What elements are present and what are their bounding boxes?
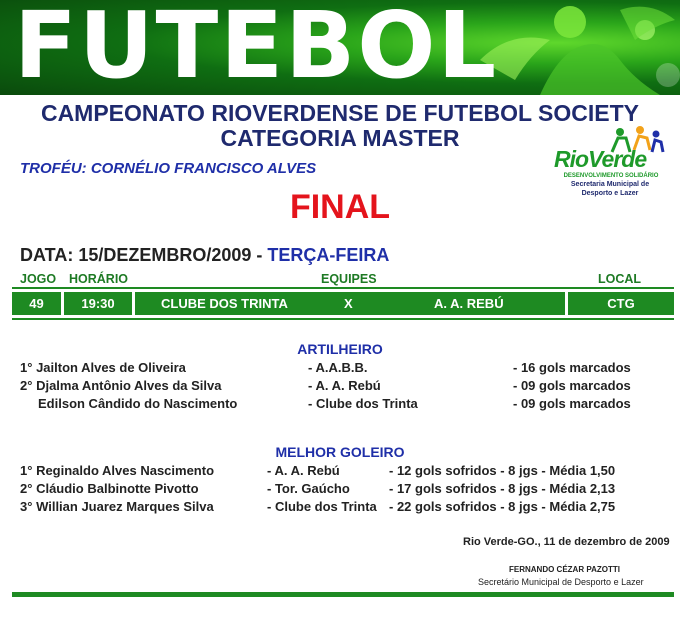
rank: 2° bbox=[20, 481, 33, 496]
goleiro-row-1-stat: - 12 gols sofridos - 8 jgs - Média 1,50 bbox=[389, 463, 616, 478]
artilheiro-row-3-name: Edilson Cândido do Nascimento bbox=[38, 396, 238, 411]
signer-name: FERNANDO CÉZAR PAZOTTI bbox=[509, 565, 620, 574]
goleiro-title: MELHOR GOLEIRO bbox=[275, 444, 405, 460]
header-jogo: JOGO bbox=[20, 272, 57, 286]
away-team: A. A. REBÚ bbox=[434, 296, 504, 311]
rank: 1° bbox=[20, 360, 33, 375]
player-name: Djalma Antônio Alves da Silva bbox=[36, 378, 222, 393]
rank: 1° bbox=[20, 463, 33, 478]
rio-verde-logo bbox=[548, 124, 674, 198]
player-name: Jailton Alves de Oliveira bbox=[36, 360, 186, 375]
rank: 3° bbox=[20, 499, 33, 514]
goleiro-row-1-team: - A. A. Rebú bbox=[267, 463, 340, 478]
rank: 2° bbox=[20, 378, 33, 393]
match-date bbox=[20, 245, 389, 266]
logo-secretaria-line2: Desporto e Lazer bbox=[581, 190, 639, 197]
artilheiro-row-2-team: - A. A. Rebú bbox=[308, 378, 381, 393]
signer-role: Secretário Municipal de Desporto e Lazer bbox=[478, 577, 644, 587]
match-horario: 19:30 bbox=[64, 292, 132, 315]
match-teams bbox=[135, 292, 565, 315]
weekday: TERÇA-FEIRA bbox=[267, 245, 390, 265]
date-label: DATA: 15/DEZEMBRO/2009 bbox=[20, 245, 252, 265]
artilheiro-row-2-name bbox=[20, 378, 221, 393]
player-name: Cláudio Balbinotte Pivotto bbox=[36, 481, 199, 496]
versus: X bbox=[344, 296, 353, 311]
artilheiro-row-1-team: - A.A.B.B. bbox=[308, 360, 368, 375]
artilheiro-row-2-stat: - 09 gols marcados bbox=[513, 378, 631, 393]
place-and-date: Rio Verde-GO., 11 de dezembro de 2009 bbox=[463, 536, 670, 548]
bottom-divider bbox=[12, 592, 674, 597]
logo-tagline: DESENVOLVIMENTO SOLIDÁRIO bbox=[563, 173, 659, 179]
goleiro-row-2-team: - Tor. Gaúcho bbox=[267, 481, 350, 496]
header-local: LOCAL bbox=[598, 272, 642, 286]
table-top-divider bbox=[12, 287, 674, 289]
artilheiro-title: ARTILHEIRO bbox=[297, 341, 383, 357]
artilheiro-row-1-stat: - 16 gols marcados bbox=[513, 360, 631, 375]
header-equipes: EQUIPES bbox=[321, 272, 377, 286]
goleiro-row-3-team: - Clube dos Trinta bbox=[267, 499, 377, 514]
logo-secretaria-line1: Secretaria Municipal de bbox=[570, 181, 650, 188]
artilheiro-row-3-team: - Clube dos Trinta bbox=[308, 396, 418, 411]
goleiro-row-3-stat: - 22 gols sofridos - 8 jgs - Média 2,75 bbox=[389, 499, 616, 514]
match-local: CTG bbox=[568, 292, 674, 315]
player-name: Reginaldo Alves Nascimento bbox=[36, 463, 215, 478]
header-horario: HORÁRIO bbox=[69, 272, 129, 286]
match-jogo: 49 bbox=[12, 292, 61, 315]
goleiro-row-2-stat: - 17 gols sofridos - 8 jgs - Média 2,13 bbox=[389, 481, 616, 496]
category-title: CATEGORIA MASTER bbox=[220, 125, 460, 151]
artilheiro-row-1-name bbox=[20, 360, 186, 375]
championship-title: CAMPEONATO RIOVERDENSE DE FUTEBOL SOCIETY bbox=[40, 100, 640, 126]
banner-title: FUTEBOL bbox=[14, 0, 499, 95]
trophy-name: TROFÉU: CORNÉLIO FRANCISCO ALVES bbox=[20, 160, 317, 177]
logo-name: RioVerde bbox=[554, 146, 647, 172]
table-bottom-divider bbox=[12, 318, 674, 320]
goleiro-row-1-name bbox=[20, 463, 214, 478]
home-team: CLUBE DOS TRINTA bbox=[161, 296, 288, 311]
goleiro-row-2-name bbox=[20, 481, 199, 496]
date-dash: - bbox=[251, 245, 268, 265]
futebol-banner bbox=[0, 0, 680, 95]
stage-title: FINAL bbox=[289, 188, 391, 226]
artilheiro-row-3-stat: - 09 gols marcados bbox=[513, 396, 631, 411]
player-name: Willian Juarez Marques Silva bbox=[36, 499, 214, 514]
goleiro-row-3-name bbox=[20, 499, 214, 514]
